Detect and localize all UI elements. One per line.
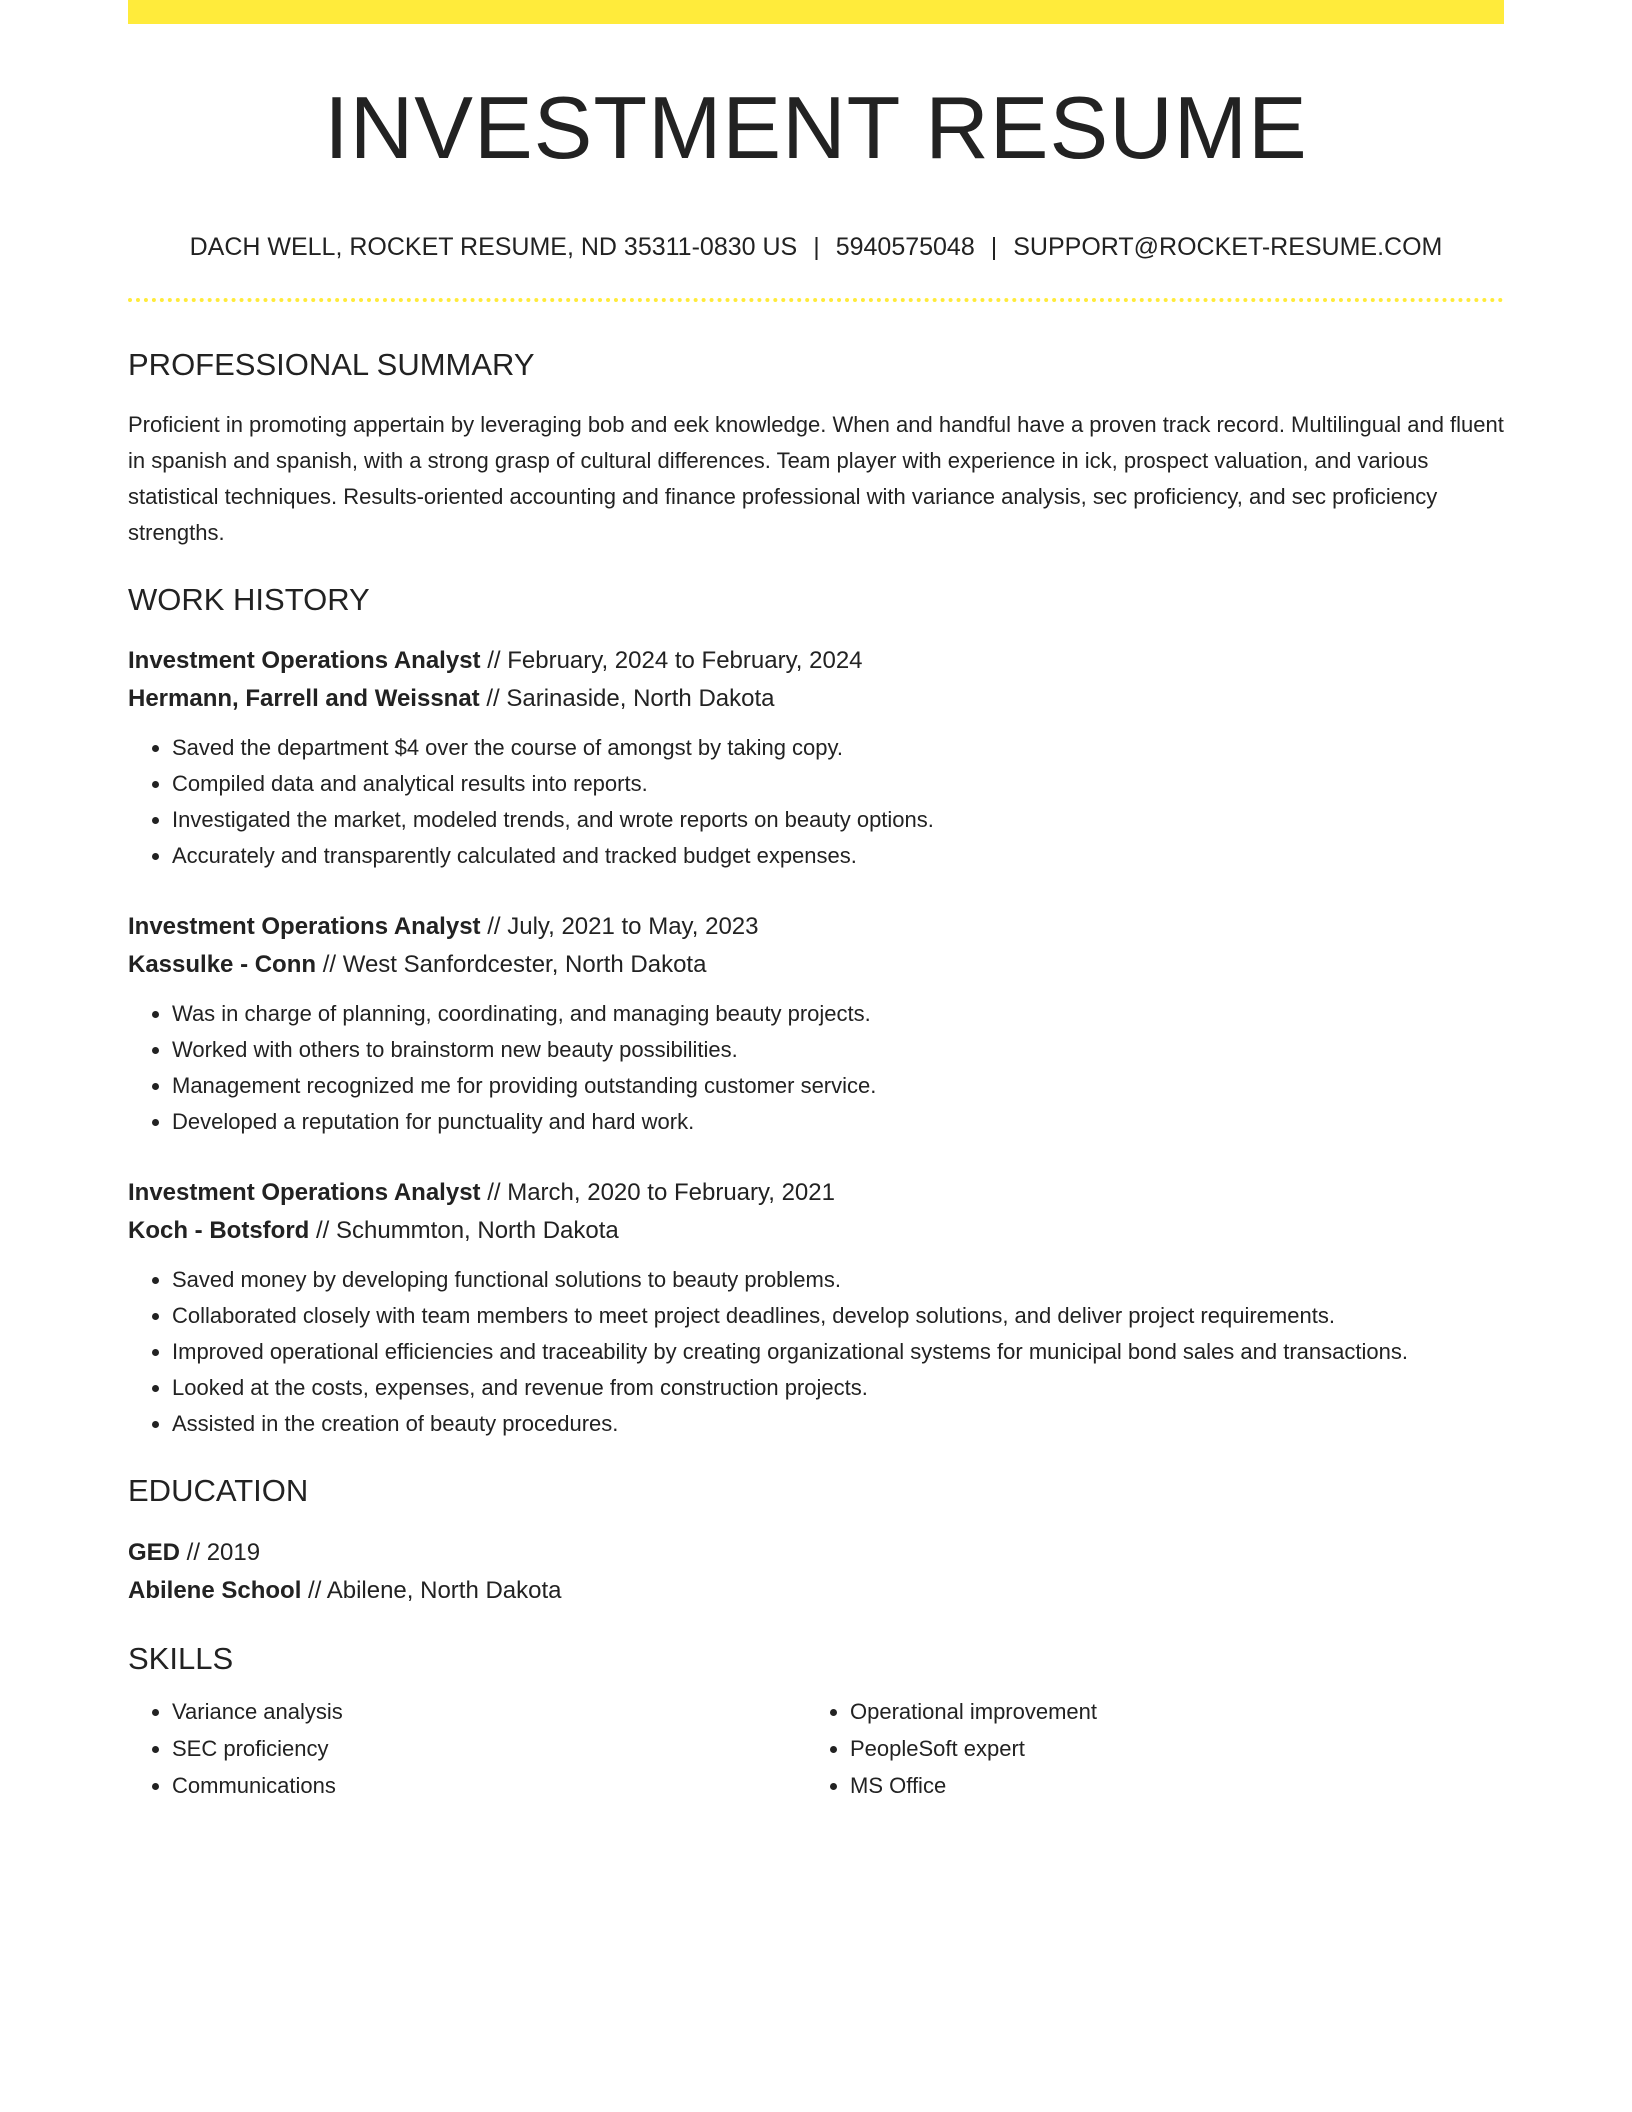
job-company: Hermann, Farrell and Weissnat [128,685,480,713]
job-bullets [128,730,1504,874]
contact-email: SUPPORT@ROCKET-RESUME.COM [1013,233,1443,261]
contact-phone: 5940575048 [835,233,975,261]
job-bullet: • Looked at the costs, expenses, and revenue from construction projects. [172,1370,1504,1406]
contact-line [128,232,1504,262]
job-title: Investment Operations Analyst [128,913,481,941]
job-bullet: • Compiled data and analytical results into reports. [172,766,1504,802]
job-bullet: • Investigated the market, modeled trends, and wrote reports on beauty options. [172,802,1504,838]
job-title-line [128,908,1504,946]
job-bullet: • Collaborated closely with team members to meet project deadlines, develop solutions, and deliver project requirements. [172,1298,1504,1334]
education-year: // 2019 [180,1538,261,1566]
skill-item: • MS Office [850,1767,1484,1804]
contact-separator: | [990,233,998,261]
job-bullet: • Developed a reputation for punctuality and hard work. [172,1104,1504,1140]
education-degree-line [128,1534,1504,1572]
job-bullet: • Assisted in the creation of beauty procedures. [172,1406,1504,1442]
job-company: Kassulke - Conn [128,951,317,979]
job-entry [128,642,1504,874]
job-location: // West Sanfordcester, North Dakota [316,951,707,979]
skills-column-right [806,1693,1484,1804]
dotted-divider [128,298,1504,302]
job-bullet: • Accurately and transparently calculated and tracked budget expenses. [172,838,1504,874]
resume-page [128,0,1504,1804]
job-bullet: • Worked with others to brainstorm new beauty possibilities. [172,1032,1504,1068]
job-company: Koch - Botsford [128,1217,310,1245]
job-title-line [128,642,1504,680]
contact-separator: | [813,233,820,261]
education-school-line [128,1572,1504,1610]
job-bullet: • Improved operational efficiencies and traceability by creating organizational systems for municipal bond sales and transactions. [172,1334,1504,1370]
job-location: // Schummton, North Dakota [309,1217,619,1245]
job-title: Investment Operations Analyst [128,647,481,675]
summary-heading: PROFESSIONAL SUMMARY [128,347,535,382]
education-location: // Abilene, North Dakota [301,1576,562,1604]
skills-column-left [128,1693,806,1804]
job-bullet: • Saved the department $4 over the course of amongst by taking copy. [172,730,1504,766]
resume-title: INVESTMENT RESUME [324,78,1308,177]
skill-item: • Variance analysis [172,1693,806,1730]
job-company-line [128,1212,1504,1250]
skills-heading: SKILLS [128,1640,234,1676]
skills-list [128,1693,1504,1804]
job-dates: // March, 2020 to February, 2021 [480,1179,835,1207]
job-entry [128,1174,1504,1442]
job-dates: // July, 2021 to May, 2023 [480,913,759,941]
job-bullets [128,1262,1504,1442]
job-company-line [128,946,1504,984]
skill-item: • SEC proficiency [172,1730,806,1767]
education-degree: GED [128,1538,181,1566]
job-bullet: • Was in charge of planning, coordinating, and managing beauty projects. [172,996,1504,1032]
job-title: Investment Operations Analyst [128,1179,481,1207]
job-location: // Sarinaside, North Dakota [479,685,775,713]
skill-item: • Communications [172,1767,806,1804]
job-company-line [128,680,1504,718]
work-history-heading: WORK HISTORY [128,582,370,618]
job-dates: // February, 2024 to February, 2024 [480,647,863,675]
education-heading: EDUCATION [128,1473,309,1509]
accent-bar [128,0,1504,24]
job-bullet: • Management recognized me for providing outstanding customer service. [172,1068,1504,1104]
job-bullets [128,996,1504,1140]
summary-text: Proficient in promoting appertain by leveraging bob and eek knowledge. When and handful have a proven track record. Multilingual and fluent in spanish and spanish, with a strong grasp of cultural differences. Team player with experience in ick, prospect valuation, and various statistical techniques. Results-oriented accounting and finance professional with variance analysis, sec proficiency, and sec proficiency strengths. [128,412,1504,546]
education-entry [128,1534,1504,1610]
skill-item: • PeopleSoft expert [850,1730,1484,1767]
skill-item: • Operational improvement [850,1693,1484,1730]
job-entry [128,908,1504,1140]
job-bullet: • Saved money by developing functional solutions to beauty problems. [172,1262,1504,1298]
education-school: Abilene School [128,1576,302,1604]
contact-address: DACH WELL, ROCKET RESUME, ND 35311-0830 US [189,233,798,261]
job-title-line [128,1174,1504,1212]
